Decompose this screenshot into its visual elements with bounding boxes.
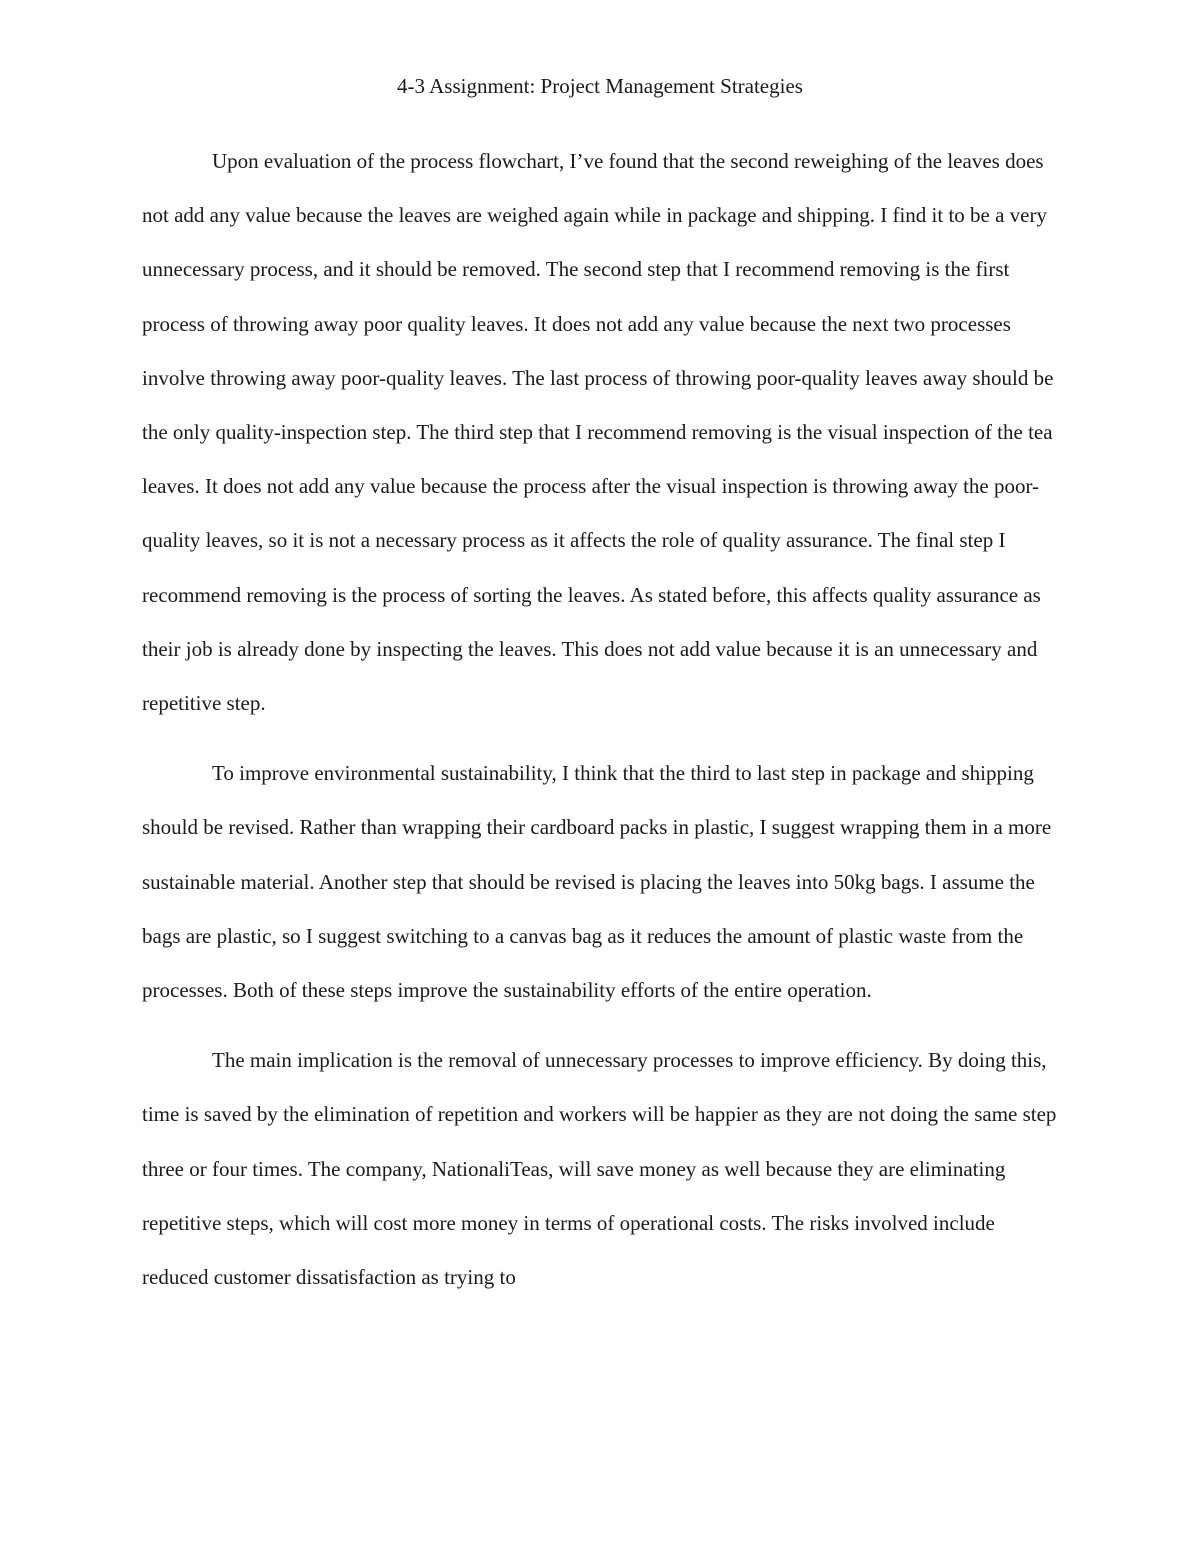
document-title: 4-3 Assignment: Project Management Strategies <box>397 74 803 98</box>
document-body <box>142 134 1062 1304</box>
paragraph-waste-removal: Upon evaluation of the process flowchart, I’ve found that the second reweighing of the leaves does not add any value because the leaves are weighed again while in package and shipping. I find it to be a very unnecessary process, and it should be removed. The second step that I recommend removing is the first process of throwing away poor quality leaves. It does not add any value because the next two processes involve throwing away poor-quality leaves. The last process of throwing poor-quality leaves away should be the only quality-inspection step. The third step that I recommend removing is the visual inspection of the tea leaves. It does not add any value because the process after the visual inspection is throwing away the poor-quality leaves, so it is not a necessary process as it affects the role of quality assurance. The final step I recommend removing is the process of sorting the leaves. As stated before, this affects quality assurance as their job is already done by inspecting the leaves. This does not add value because it is an unnecessary and repetitive step. <box>142 149 1054 716</box>
paragraph-implications: The main implication is the removal of unnecessary processes to improve efficiency. By doing this, time is saved by the elimination of repetition and workers will be happier as they are not doing the same step three or four times. The company, NationaliTeas, will save money as well because they are eliminating repetitive steps, which will cost more money in terms of operational costs. The risks involved include reduced customer dissatisfaction as trying to <box>142 1048 1057 1290</box>
paragraph-sustainability: To improve environmental sustainability, I think that the third to last step in package and shipping should be revised. Rather than wrapping their cardboard packs in plastic, I suggest wrapping them in a more sustainable material. Another step that should be revised is placing the leaves into 50kg bags. I assume the bags are plastic, so I suggest switching to a canvas bag as it reduces the amount of plastic waste from the processes. Both of these steps improve the sustainability efforts of the entire operation. <box>142 761 1052 1003</box>
